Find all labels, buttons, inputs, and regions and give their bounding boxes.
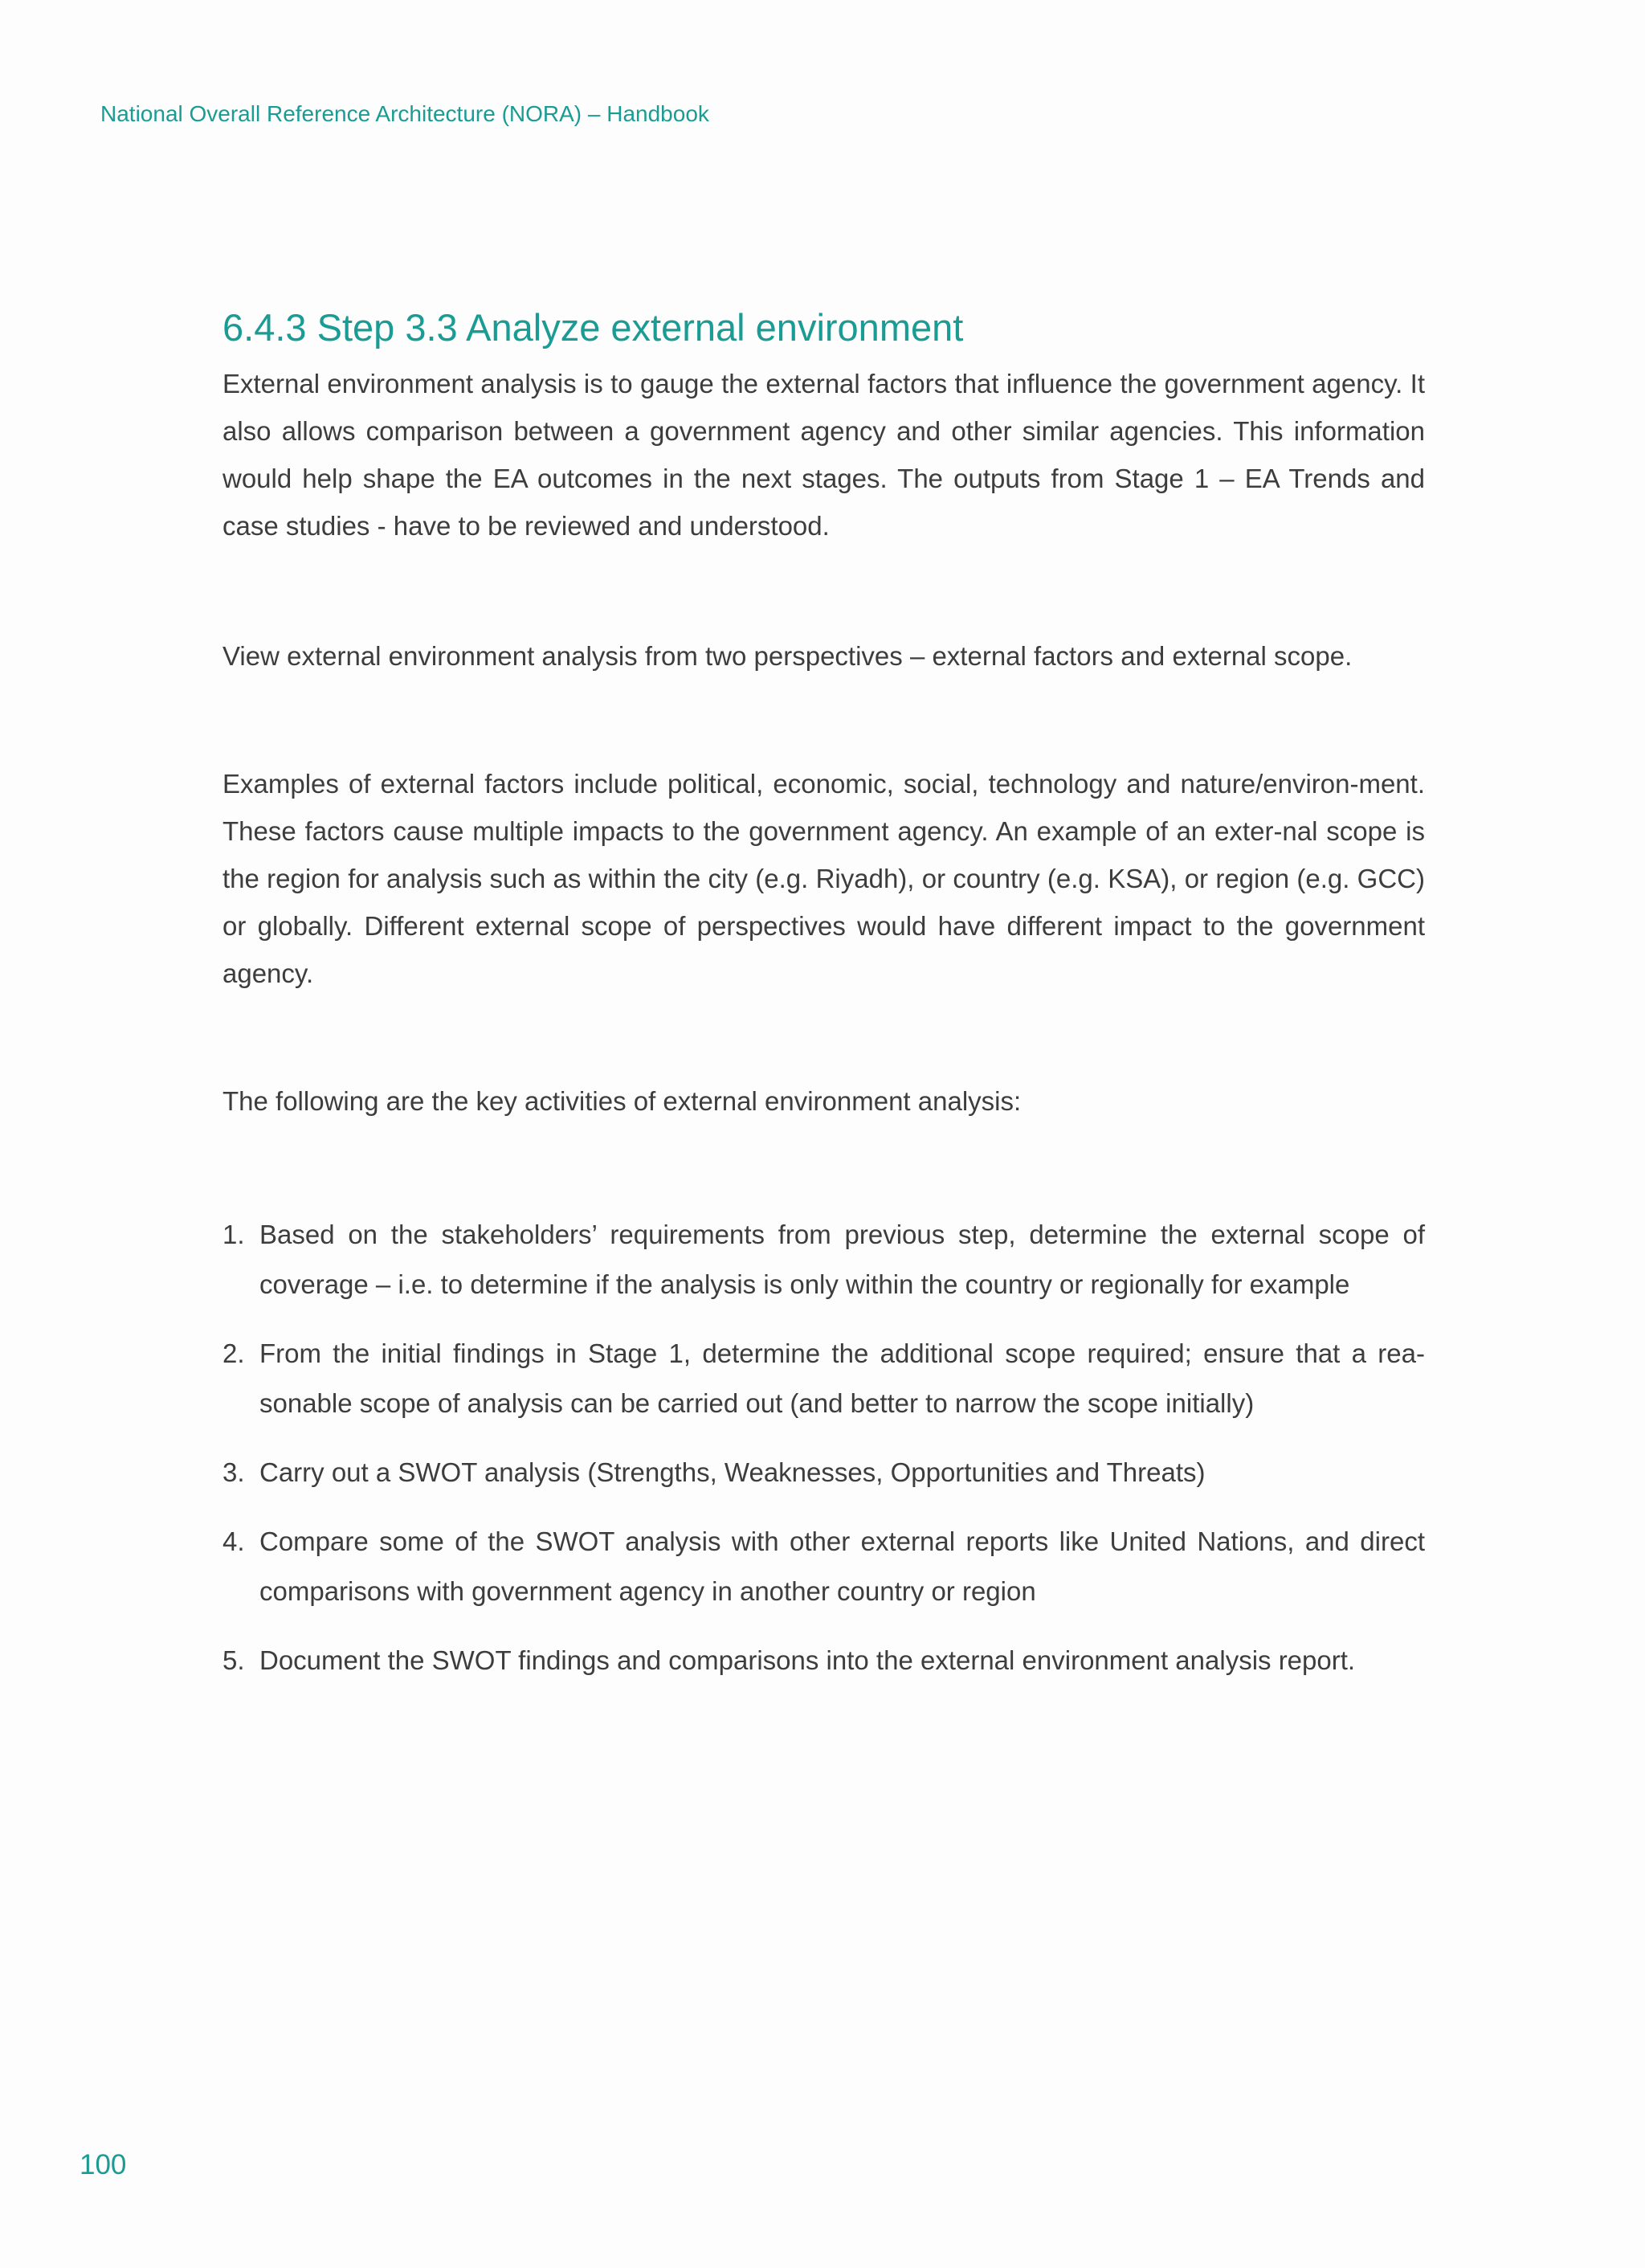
list-item: [222, 1448, 1425, 1498]
list-item-text: Document the SWOT findings and comparisons into the external environment analysis report.: [259, 1645, 1356, 1675]
list-item-text: From the initial findings in Stage 1, determine the additional scope required; ensure that a rea-sonable scope of analysis can be carried out (and better to narrow the scope initially): [259, 1338, 1425, 1418]
list-item-number: 4.: [222, 1526, 245, 1556]
running-header-title: National Overall Reference Architecture (NORA) – Handbook: [100, 101, 709, 126]
perspectives-paragraph: View external environment analysis from two perspectives – external factors and external scope.: [222, 641, 1353, 671]
list-item: [222, 1329, 1425, 1428]
list-item: [222, 1517, 1425, 1616]
list-item: [222, 1636, 1425, 1686]
list-item-text: Compare some of the SWOT analysis with other external reports like United Nations, and direct comparisons with government agency in another country or region: [259, 1526, 1425, 1606]
intro-paragraph: External environment analysis is to gauge the external factors that influence the government agency. It also allows comparison between a government agency and other similar agencies. This information would help shape the EA outcomes in the next stages. The outputs from Stage 1 – EA Trends and case studies - have to be reviewed and understood.: [222, 369, 1425, 541]
list-item-number: 3.: [222, 1457, 245, 1487]
list-item-number: 5.: [222, 1645, 245, 1675]
list-item-number: 2.: [222, 1338, 245, 1368]
key-activities-intro: The following are the key activities of external environment analysis:: [222, 1086, 1022, 1116]
list-item-text: Carry out a SWOT analysis (Strengths, Weaknesses, Opportunities and Threats): [259, 1457, 1206, 1487]
external-factors-paragraph: Examples of external factors include political, economic, social, technology and nature/environ-ment. These factors cause multiple impacts to the government agency. An example of an exter-nal scope is the region for analysis such as within the city (e.g. Riyadh), or country (e.g. KSA), or region (e.g. GCC) or globally. Different external scope of perspectives would have different impact to the government agency.: [222, 769, 1425, 988]
list-item: [222, 1210, 1425, 1310]
list-item-text: Based on the stakeholders’ requirements from previous step, determine the external scope of coverage – i.e. to determine if the analysis is only within the country or regionally for example: [259, 1220, 1425, 1299]
section-heading: 6.4.3 Step 3.3 Analyze external environment: [222, 306, 964, 349]
page-number: 100: [80, 2149, 127, 2180]
section-content: [222, 304, 1425, 1705]
key-activities-list: [222, 1210, 1425, 1686]
list-item-number: 1.: [222, 1220, 245, 1249]
